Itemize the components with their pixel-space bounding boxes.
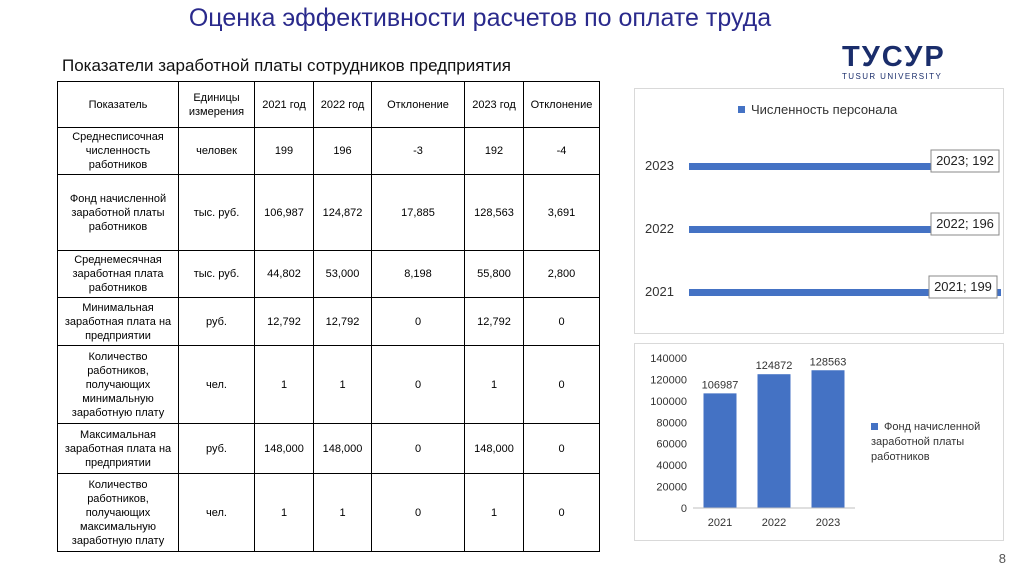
table-cell: 192 [465, 128, 524, 175]
table-cell: -3 [372, 128, 465, 175]
category-label: 2023 [645, 158, 674, 173]
header-cell: 2021 год [255, 82, 314, 128]
legend-label: Численность персонала [751, 102, 898, 117]
table-cell: Максимальная заработная плата на предприятии [58, 424, 179, 474]
table-cell: Фонд начисленной заработной платы работников [58, 175, 179, 251]
slide-title: Оценка эффективности расчетов по оплате труда [188, 4, 772, 32]
table-cell: Количество работников, получающих минимальную заработную плату [58, 346, 179, 424]
payroll-fund-chart [634, 343, 1004, 541]
table-cell: руб. [179, 424, 255, 474]
category-label: 2022 [645, 221, 674, 236]
x-tick-label: 2022 [761, 517, 787, 529]
table-cell: 0 [372, 298, 465, 346]
table-cell: 0 [524, 298, 600, 346]
table-cell: 1 [255, 474, 314, 552]
table-cell: 1 [314, 474, 372, 552]
table-cell: 148,000 [465, 424, 524, 474]
y-tick-label: 140000 [650, 353, 687, 365]
data-label: 2022; 196 [936, 216, 994, 231]
table-row [58, 474, 600, 552]
table-cell: 199 [255, 128, 314, 175]
page-number: 8 [998, 551, 1006, 566]
table-cell: Среднесписочная численность работников [58, 128, 179, 175]
table-cell: 12,792 [255, 298, 314, 346]
table-cell: 1 [465, 474, 524, 552]
table-row [58, 298, 600, 346]
table-cell: тыс. руб. [179, 251, 255, 298]
header-cell: 2023 год [465, 82, 524, 128]
legend-label-line: заработной платы [871, 436, 965, 448]
table-row [58, 251, 600, 298]
table-cell: 44,802 [255, 251, 314, 298]
table-cell: 1 [314, 346, 372, 424]
y-tick-label: 80000 [656, 417, 687, 430]
headcount-chart [634, 88, 1004, 334]
table-cell: чел. [179, 474, 255, 552]
y-tick-label: 120000 [650, 374, 687, 387]
salary-indicators-table [57, 81, 600, 552]
table-cell: тыс. руб. [179, 175, 255, 251]
table-cell: руб. [179, 298, 255, 346]
y-tick-label: 40000 [656, 460, 687, 473]
table-cell: 53,000 [314, 251, 372, 298]
table-cell: Среднемесячная заработная плата работников [58, 251, 179, 298]
table-cell: 0 [524, 424, 600, 474]
table-cell: 2,800 [524, 251, 600, 298]
table-cell: 12,792 [314, 298, 372, 346]
table-cell: Количество работников, получающих максимальную заработную плату [58, 474, 179, 552]
table-cell: 0 [372, 424, 465, 474]
data-label: 128563 [809, 356, 847, 369]
table-cell: 0 [524, 346, 600, 424]
legend-label-line: Фонд начисленной [884, 421, 981, 433]
table-cell: Минимальная заработная плата на предприятии [58, 298, 179, 346]
x-tick-label: 2023 [815, 517, 841, 529]
table-cell: 106,987 [255, 175, 314, 251]
y-tick-label: 20000 [656, 481, 687, 494]
table-cell: 124,872 [314, 175, 372, 251]
legend-swatch [871, 423, 878, 430]
y-tick-label: 60000 [656, 438, 687, 451]
data-label: 124872 [755, 360, 793, 373]
data-label: 2021; 199 [934, 279, 992, 294]
data-label: 106987 [701, 379, 739, 392]
header-cell: 2022 год [314, 82, 372, 128]
table-cell: 8,198 [372, 251, 465, 298]
table-cell: -4 [524, 128, 600, 175]
header-cell: Единицы измерения [179, 82, 255, 128]
bar [812, 370, 845, 508]
table-row [58, 346, 600, 424]
payroll-fund-chart-svg [635, 344, 1003, 540]
table-cell: 1 [465, 346, 524, 424]
data-label: 2023; 192 [936, 153, 994, 168]
table-cell: 55,800 [465, 251, 524, 298]
table-cell: 12,792 [465, 298, 524, 346]
table-cell: 196 [314, 128, 372, 175]
table-cell: 17,885 [372, 175, 465, 251]
logo-subtext: TUSUR UNIVERSITY [842, 72, 943, 81]
x-tick-label: 2021 [707, 517, 733, 529]
bar [704, 393, 737, 508]
y-tick-label: 100000 [650, 395, 687, 408]
table-cell: 128,563 [465, 175, 524, 251]
table-subtitle: Показатели заработной платы сотрудников предприятия [62, 56, 511, 75]
logo-text: ТУСУР [842, 41, 946, 73]
table-header-row [58, 82, 600, 128]
header-cell: Показатель [58, 82, 179, 128]
table-cell: 1 [255, 346, 314, 424]
table-row [58, 128, 600, 175]
table-cell: 3,691 [524, 175, 600, 251]
table-cell: 0 [372, 474, 465, 552]
table-cell: 0 [372, 346, 465, 424]
bar [758, 374, 791, 508]
table-cell: 148,000 [314, 424, 372, 474]
header-cell: Отклонение [524, 82, 600, 128]
table-row [58, 424, 600, 474]
legend-swatch [738, 106, 745, 113]
legend-label [871, 421, 980, 463]
tusur-logo [842, 42, 960, 81]
table-row [58, 175, 600, 251]
table-cell: 148,000 [255, 424, 314, 474]
y-tick-label: 0 [680, 503, 687, 515]
header-cell: Отклонение [372, 82, 465, 128]
table-cell: 0 [524, 474, 600, 552]
headcount-chart-svg [635, 89, 1003, 333]
legend-label-line: работников [871, 451, 930, 463]
table-cell: человек [179, 128, 255, 175]
table-cell: чел. [179, 346, 255, 424]
category-label: 2021 [645, 284, 674, 299]
